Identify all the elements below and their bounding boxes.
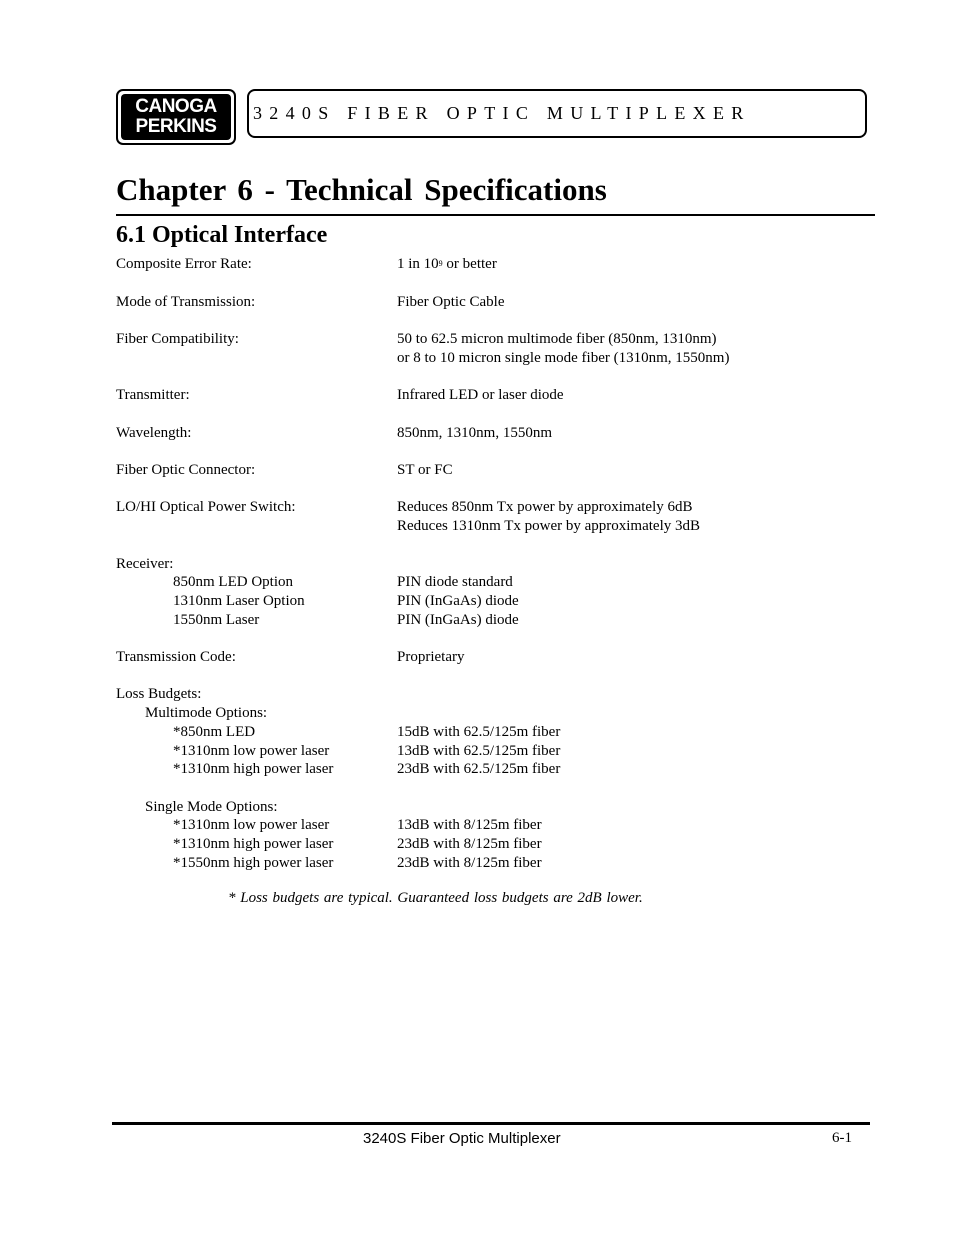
spec-value: Reduces 1310nm Tx power by approximately 3dB [397, 518, 701, 534]
spec-value: 13dB with 62.5/125m fiber [397, 743, 561, 759]
footer-title: 3240S Fiber Optic Multiplexer [363, 1130, 561, 1147]
spec-label: *1310nm high power laser [173, 761, 334, 777]
spec-label: Single Mode Options: [145, 799, 278, 815]
spec-value: Reduces 850nm Tx power by approximately 6dB [397, 499, 693, 515]
header-banner [247, 89, 867, 138]
spec-label: Receiver: [116, 556, 174, 572]
spec-label: 1550nm Laser [173, 612, 260, 628]
spec-label: 850nm LED Option [173, 574, 293, 590]
section-title: 6.1 Optical Interface [116, 222, 328, 248]
spec-value-part: or better [442, 256, 497, 272]
spec-value: 23dB with 62.5/125m fiber [397, 761, 561, 777]
spec-value: PIN (InGaAs) diode [397, 612, 519, 628]
spec-label: *1550nm high power laser [173, 855, 334, 871]
spec-label: 1310nm Laser Option [173, 593, 305, 609]
spec-label: Loss Budgets: [116, 686, 202, 702]
spec-label: Transmitter: [116, 387, 190, 403]
spec-value: PIN diode standard [397, 574, 513, 590]
spec-value: 850nm, 1310nm, 1550nm [397, 425, 553, 441]
spec-label: *1310nm high power laser [173, 836, 334, 852]
loss-budget-footnote: * Loss budgets are typical. Guaranteed loss budgets are 2dB lower. [228, 890, 643, 906]
banner-text: 3240S FIBER OPTIC MULTIPLEXER [253, 103, 751, 123]
spec-value-exponent: 9 [438, 259, 443, 268]
spec-value: PIN (InGaAs) diode [397, 593, 519, 609]
spec-value: 50 to 62.5 micron multimode fiber (850nm, 1310nm) [397, 331, 717, 347]
spec-value: 23dB with 8/125m fiber [397, 836, 542, 852]
spec-label: *850nm LED [173, 724, 256, 740]
spec-value: ST or FC [397, 462, 453, 478]
spec-label: Transmission Code: [116, 649, 236, 665]
spec-value [397, 255, 497, 274]
spec-value: 15dB with 62.5/125m fiber [397, 724, 561, 740]
spec-label: *1310nm low power laser [173, 817, 330, 833]
logo-line-2: PERKINS [135, 116, 217, 137]
spec-value: Fiber Optic Cable [397, 294, 505, 310]
header-divider [116, 214, 875, 216]
logo-badge [121, 94, 231, 140]
footer-divider [112, 1122, 870, 1125]
spec-label: LO/HI Optical Power Switch: [116, 499, 296, 515]
spec-value: 23dB with 8/125m fiber [397, 855, 542, 871]
spec-label: Mode of Transmission: [116, 294, 256, 310]
spec-value: Proprietary [397, 649, 465, 665]
chapter-title: Chapter 6 - Technical Specifications [116, 172, 607, 207]
spec-label: Wavelength: [116, 425, 192, 441]
logo-line-1: CANOGA [135, 96, 217, 117]
spec-label: Fiber Compatibility: [116, 331, 239, 347]
spec-label: Composite Error Rate: [116, 256, 252, 272]
page-number: 6-1 [832, 1130, 852, 1146]
spec-label: *1310nm low power laser [173, 743, 330, 759]
spec-value: 13dB with 8/125m fiber [397, 817, 542, 833]
spec-label: Fiber Optic Connector: [116, 462, 256, 478]
canoga-perkins-logo [116, 89, 236, 145]
spec-value-part: 1 in 10 [397, 256, 439, 272]
spec-label: Multimode Options: [145, 705, 268, 721]
spec-value: Infrared LED or laser diode [397, 387, 564, 403]
spec-value: or 8 to 10 micron single mode fiber (1310nm, 1550nm) [397, 350, 730, 366]
